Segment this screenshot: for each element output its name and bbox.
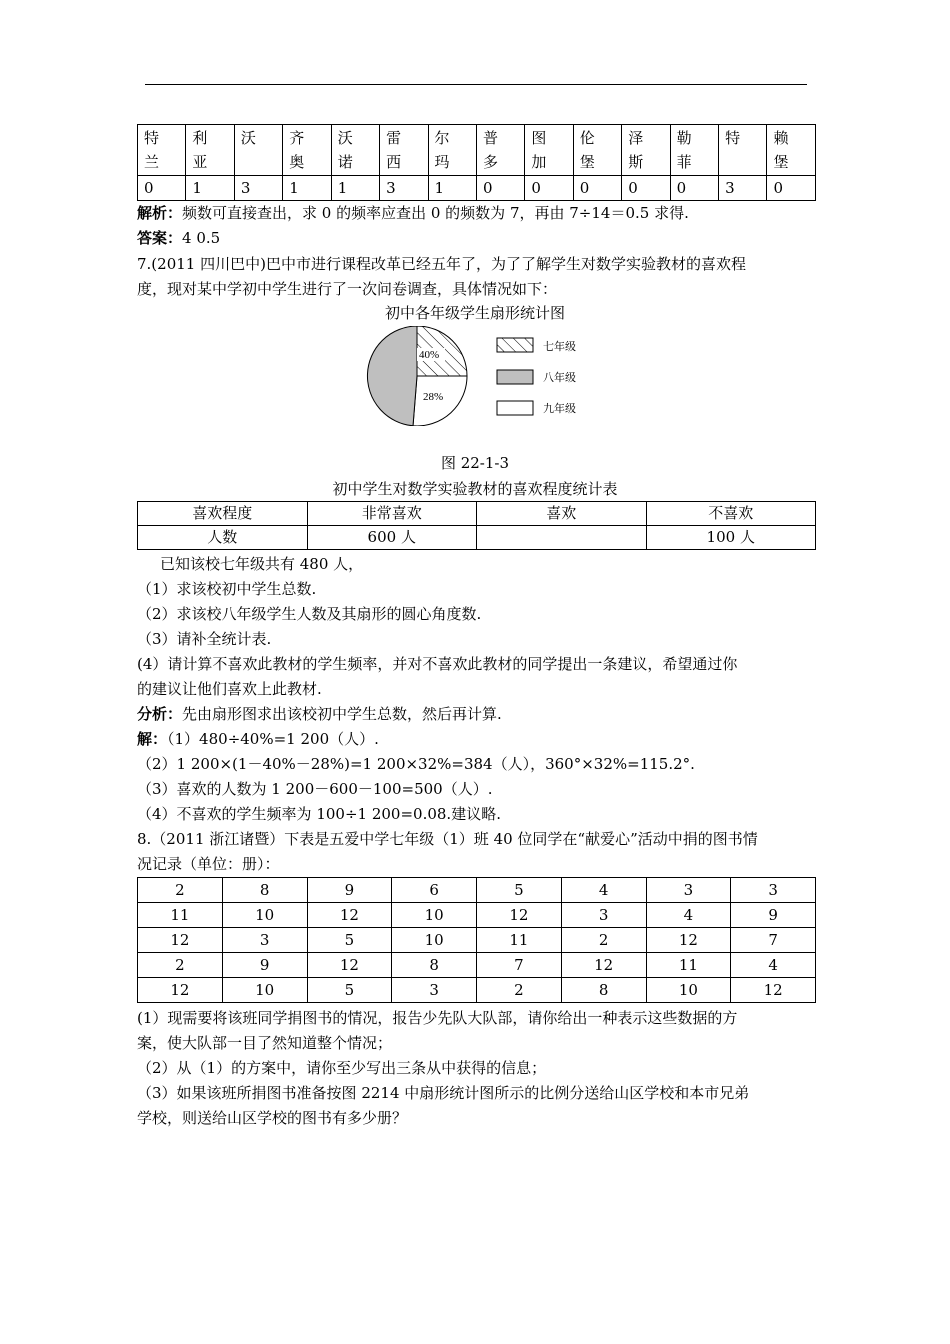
table-row bbox=[138, 953, 816, 978]
q8-stem-line2: 况记录（单位：册）： bbox=[137, 855, 280, 873]
table-cell: 10 bbox=[646, 978, 731, 1003]
pie-label-grade7: 40% bbox=[419, 349, 440, 361]
legend-label-grade7: 七年级 bbox=[543, 341, 576, 353]
like-table-header bbox=[138, 502, 816, 526]
player-name: 沃诺 bbox=[337, 129, 353, 171]
player-name-row bbox=[138, 125, 816, 176]
table-cell: 600 人 bbox=[307, 526, 477, 550]
table-cell: 12 bbox=[307, 953, 392, 978]
player-name: 伦堡 bbox=[579, 129, 595, 171]
table-cell: 7 bbox=[731, 928, 816, 953]
q7-stem-line1: 7.(2011 四川巴中)巴中市进行课程改革已经五年了，为了了解学生对数学实验教材的喜欢程 bbox=[137, 255, 746, 273]
table-cell: 2 bbox=[561, 928, 646, 953]
table-cell: 12 bbox=[646, 928, 731, 953]
goal-cell: 3 bbox=[719, 176, 767, 201]
q7-solution2: （2）1 200×(1－40%－28%)=1 200×32%=384（人），360°×32%=115.2°. bbox=[137, 755, 695, 773]
player-name-cell bbox=[476, 125, 524, 176]
goal-cell: 1 bbox=[283, 176, 331, 201]
table-row bbox=[138, 978, 816, 1003]
table-cell: 喜欢 bbox=[477, 502, 647, 526]
table-cell: 2 bbox=[138, 878, 223, 903]
q7-question4-line2: 的建议让他们喜欢上此教材. bbox=[137, 680, 322, 698]
table-cell: 9 bbox=[731, 903, 816, 928]
q7-question4-line1: (4）请计算不喜欢此教材的学生频率，并对不喜欢此教材的同学提出一条建议，希望通过你 bbox=[137, 655, 738, 673]
player-name: 利亚 bbox=[192, 129, 208, 171]
goal-cell: 3 bbox=[234, 176, 282, 201]
table-cell: 3 bbox=[646, 878, 731, 903]
q7-given: 已知该校七年级共有 480 人， bbox=[160, 555, 364, 573]
player-name: 齐奥 bbox=[289, 129, 305, 171]
analysis-text: 先由扇形图求出该校初中学生总数，然后再计算. bbox=[182, 705, 502, 723]
table-cell: 9 bbox=[222, 953, 307, 978]
table-cell: 100 人 bbox=[646, 526, 816, 550]
player-name-cell bbox=[622, 125, 670, 176]
table-cell: 不喜欢 bbox=[646, 502, 816, 526]
player-name: 赖堡 bbox=[773, 129, 789, 171]
goal-cell: 1 bbox=[428, 176, 476, 201]
table-cell: 8 bbox=[561, 978, 646, 1003]
player-name-cell bbox=[767, 125, 816, 176]
table-cell: 12 bbox=[561, 953, 646, 978]
table-cell: 4 bbox=[646, 903, 731, 928]
table-cell: 11 bbox=[138, 903, 223, 928]
table-cell: 8 bbox=[392, 953, 477, 978]
q8-part3-line1: （3）如果该班所捐图书准备按图 2214 中扇形统计图所示的比例分送给山区学校和本市兄弟 bbox=[137, 1084, 750, 1102]
player-goal-row bbox=[138, 176, 816, 201]
table-cell: 12 bbox=[307, 903, 392, 928]
q7-analysis bbox=[137, 702, 502, 726]
player-name-cell bbox=[670, 125, 718, 176]
legend-swatch-grade8 bbox=[497, 370, 533, 384]
analysis-label: 解析： bbox=[137, 204, 183, 222]
player-name-cell bbox=[234, 125, 282, 176]
q7-question2: （2）求该校八年级学生人数及其扇形的圆心角度数. bbox=[137, 605, 482, 623]
table-cell: 3 bbox=[392, 978, 477, 1003]
player-name: 沃 bbox=[240, 129, 256, 147]
goal-cell: 0 bbox=[622, 176, 670, 201]
q8-part2: （2）从（1）的方案中，请你至少写出三条从中获得的信息； bbox=[137, 1059, 547, 1077]
table-cell: 10 bbox=[222, 903, 307, 928]
solution-label: 解： bbox=[137, 730, 168, 748]
player-name-cell bbox=[380, 125, 428, 176]
player-name-cell bbox=[428, 125, 476, 176]
goal-cell: 0 bbox=[767, 176, 816, 201]
q8-part3-line2: 学校，则送给山区学校的图书有多少册？ bbox=[137, 1109, 408, 1127]
goal-cell: 0 bbox=[476, 176, 524, 201]
pie-chart-title: 初中各年级学生扇形统计图 bbox=[384, 304, 565, 322]
header-rule bbox=[145, 84, 807, 85]
table-cell: 11 bbox=[646, 953, 731, 978]
table-cell: 12 bbox=[477, 903, 562, 928]
legend-swatch-grade9 bbox=[497, 401, 533, 415]
table-cell: 人数 bbox=[138, 526, 308, 550]
table-cell bbox=[477, 526, 647, 550]
table-row bbox=[138, 878, 816, 903]
player-name: 特兰 bbox=[144, 129, 160, 171]
table-cell: 11 bbox=[477, 928, 562, 953]
book-donation-table bbox=[137, 877, 816, 1003]
answer-label: 答案： bbox=[137, 229, 183, 247]
table-cell: 10 bbox=[392, 928, 477, 953]
table-cell: 3 bbox=[561, 903, 646, 928]
player-name-cell bbox=[719, 125, 767, 176]
table-cell: 10 bbox=[392, 903, 477, 928]
pie-label-grade9: 28% bbox=[423, 391, 444, 403]
table-cell: 6 bbox=[392, 878, 477, 903]
goal-cell: 1 bbox=[186, 176, 234, 201]
analysis-text: 频数可直接查出，求 0 的频率应查出 0 的频数为 7，再由 7÷14＝0.5 求得. bbox=[182, 204, 689, 222]
table-cell: 5 bbox=[307, 978, 392, 1003]
table-cell: 5 bbox=[307, 928, 392, 953]
like-degree-table bbox=[137, 501, 816, 550]
q6-analysis bbox=[137, 201, 689, 225]
q8-stem-line1: 8.（2011 浙江诸暨）下表是五爱中学七年级（1）班 40 位同学在“献爱心”活动中捐的图书情 bbox=[137, 830, 758, 848]
table-cell: 3 bbox=[731, 878, 816, 903]
table-row bbox=[138, 903, 816, 928]
goal-cell: 0 bbox=[525, 176, 573, 201]
goal-cell: 1 bbox=[331, 176, 379, 201]
player-name: 雷西 bbox=[386, 129, 402, 171]
grade-pie-chart bbox=[365, 326, 625, 426]
table-cell: 喜欢程度 bbox=[138, 502, 308, 526]
player-name: 图加 bbox=[531, 129, 547, 171]
q7-solution4: （4）不喜欢的学生频率为 100÷1 200=0.08.建议略. bbox=[137, 805, 501, 823]
player-name: 泽斯 bbox=[628, 129, 644, 171]
figure-caption: 图 22-1-3 bbox=[440, 454, 510, 472]
answer-text: 4 0.5 bbox=[182, 229, 221, 247]
analysis-label: 分析： bbox=[137, 705, 183, 723]
table-cell: 12 bbox=[138, 928, 223, 953]
table-cell: 5 bbox=[477, 878, 562, 903]
goal-cell: 0 bbox=[573, 176, 621, 201]
player-name-cell bbox=[186, 125, 234, 176]
player-name: 特 bbox=[725, 129, 741, 147]
table-cell: 3 bbox=[222, 928, 307, 953]
player-name-cell bbox=[525, 125, 573, 176]
table-cell: 7 bbox=[477, 953, 562, 978]
q8-part1-line2: 案，使大队部一目了然知道整个情况； bbox=[137, 1034, 393, 1052]
player-name-cell bbox=[331, 125, 379, 176]
goal-cell: 3 bbox=[380, 176, 428, 201]
player-goals-table bbox=[137, 124, 816, 201]
q7-solution3: （3）喜欢的人数为 1 200－600－100=500（人）. bbox=[137, 780, 493, 798]
table-row bbox=[138, 928, 816, 953]
player-name-cell bbox=[573, 125, 621, 176]
player-name-cell bbox=[138, 125, 186, 176]
legend-label-grade8: 八年级 bbox=[543, 372, 576, 384]
q7-stem-line2: 度，现对某中学初中学生进行了一次问卷调查，具体情况如下： bbox=[137, 280, 558, 298]
like-table-title: 初中学生对数学实验教材的喜欢程度统计表 bbox=[332, 480, 618, 498]
player-name: 尔玛 bbox=[434, 129, 450, 171]
player-name-cell bbox=[283, 125, 331, 176]
table-cell: 12 bbox=[731, 978, 816, 1003]
table-cell: 非常喜欢 bbox=[307, 502, 477, 526]
goal-cell: 0 bbox=[670, 176, 718, 201]
like-table-row bbox=[138, 526, 816, 550]
solution-text: （1）480÷40%=1 200（人）. bbox=[167, 730, 379, 748]
q6-answer bbox=[137, 226, 220, 250]
table-cell: 2 bbox=[138, 953, 223, 978]
player-name: 勒菲 bbox=[676, 129, 692, 171]
table-cell: 12 bbox=[138, 978, 223, 1003]
legend-swatch-grade7 bbox=[497, 338, 533, 352]
table-cell: 2 bbox=[477, 978, 562, 1003]
pie-slice-grade8 bbox=[367, 326, 417, 426]
player-name: 普多 bbox=[482, 129, 498, 171]
table-cell: 4 bbox=[731, 953, 816, 978]
table-cell: 4 bbox=[561, 878, 646, 903]
q8-part1-line1: (1）现需要将该班同学捐图书的情况，报告少先队大队部，请你给出一种表示这些数据的方 bbox=[137, 1009, 738, 1027]
q7-question3: （3）请补全统计表. bbox=[137, 630, 272, 648]
legend-label-grade9: 九年级 bbox=[543, 403, 576, 415]
q7-solution1 bbox=[137, 727, 379, 751]
table-cell: 9 bbox=[307, 878, 392, 903]
table-cell: 8 bbox=[222, 878, 307, 903]
q7-question1: （1）求该校初中学生总数. bbox=[137, 580, 317, 598]
table-cell: 10 bbox=[222, 978, 307, 1003]
goal-cell: 0 bbox=[138, 176, 186, 201]
